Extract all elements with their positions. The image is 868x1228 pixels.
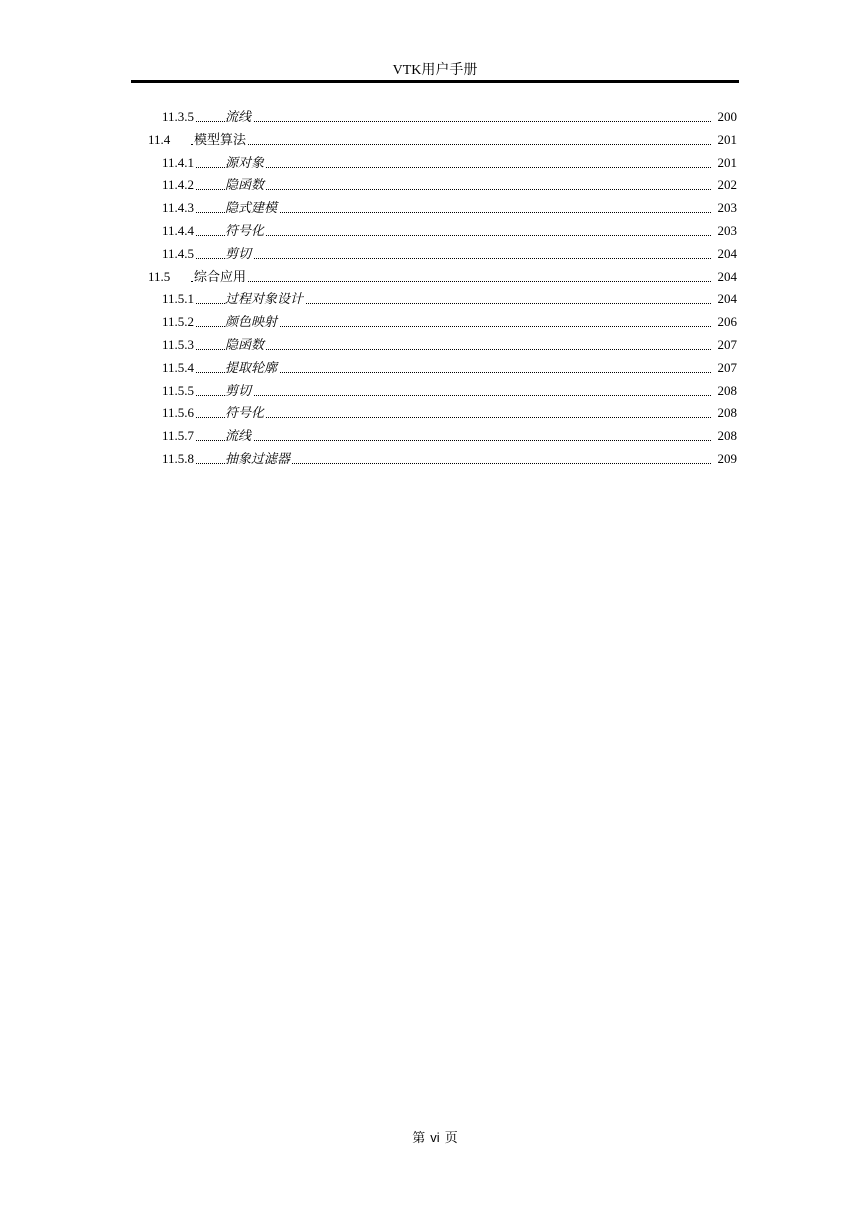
toc-entry-title: 抽象过滤器 [225, 448, 292, 471]
toc-entry[interactable] [131, 357, 737, 380]
toc-entry-number: 11.4.3 [162, 197, 196, 220]
page-footer [131, 1129, 739, 1147]
toc-entry[interactable] [131, 243, 737, 266]
footer-page-number: vi [430, 1130, 440, 1145]
toc-dot-leader [191, 121, 711, 122]
toc-entry[interactable] [131, 220, 737, 243]
toc-entry-page: 204 [717, 288, 738, 311]
toc-entry-page: 202 [717, 174, 738, 197]
toc-entry-number: 11.5.5 [162, 380, 196, 403]
toc-entry-page: 208 [717, 402, 738, 425]
toc-entry-title: 流线 [225, 425, 253, 448]
toc-dot-leader [191, 235, 711, 236]
toc-dot-leader [191, 258, 711, 259]
footer-suffix: 页 [444, 1130, 458, 1145]
toc-entry-number: 11.5.3 [162, 334, 196, 357]
toc-entry[interactable] [131, 174, 737, 197]
toc-entry-page: 207 [717, 357, 738, 380]
toc-entry-title: 符号化 [225, 402, 266, 425]
toc-entry-title: 源对象 [225, 152, 266, 175]
toc-entry-title: 流线 [225, 106, 253, 129]
toc-entry-number: 11.4.5 [162, 243, 196, 266]
toc-entry-page: 208 [717, 425, 738, 448]
toc-entry-number: 11.3.5 [162, 106, 196, 129]
toc-entry[interactable] [131, 311, 737, 334]
toc-entry[interactable] [131, 380, 737, 403]
toc-entry-title: 综合应用 [194, 266, 248, 289]
toc-entry-page: 201 [717, 152, 738, 175]
toc-entry-page: 207 [717, 334, 738, 357]
toc-entry-title: 隐式建模 [225, 197, 279, 220]
footer-prefix: 第 [412, 1130, 426, 1145]
toc-entry[interactable] [131, 152, 737, 175]
toc-entry[interactable] [131, 334, 737, 357]
toc-entry-number: 11.5.7 [162, 425, 196, 448]
toc-entry-page: 203 [717, 197, 738, 220]
toc-entry-title: 剪切 [225, 380, 253, 403]
toc-entry-number: 11.5.6 [162, 402, 196, 425]
toc-dot-leader [191, 440, 711, 441]
header-rule [131, 80, 739, 83]
toc-entry-title: 隐函数 [225, 174, 266, 197]
toc-entry-page: 201 [717, 129, 738, 152]
toc-entry-page: 209 [717, 448, 738, 471]
toc-entry[interactable] [131, 425, 737, 448]
toc-entry-number: 11.5.8 [162, 448, 196, 471]
toc-dot-leader [191, 281, 711, 282]
toc-entry-page: 208 [717, 380, 738, 403]
toc-entry-title: 提取轮廓 [225, 357, 279, 380]
toc-dot-leader [191, 167, 711, 168]
toc-entry-number: 11.5.2 [162, 311, 196, 334]
toc-entry-title: 过程对象设计 [225, 288, 305, 311]
toc-dot-leader [191, 144, 711, 145]
toc-entry-title: 模型算法 [194, 129, 248, 152]
toc-entry-page: 200 [717, 106, 738, 129]
toc-entry-number: 11.4 [148, 129, 172, 152]
toc-entry-page: 203 [717, 220, 738, 243]
toc-dot-leader [191, 349, 711, 350]
toc-entry-number: 11.5.4 [162, 357, 196, 380]
toc-entry-page: 206 [717, 311, 738, 334]
toc-entry-number: 11.4.4 [162, 220, 196, 243]
table-of-contents [131, 106, 737, 471]
toc-entry[interactable] [131, 288, 737, 311]
toc-entry-number: 11.5 [148, 266, 172, 289]
toc-entry-title: 剪切 [225, 243, 253, 266]
toc-entry-title: 颜色映射 [225, 311, 279, 334]
toc-entry-number: 11.4.2 [162, 174, 196, 197]
toc-dot-leader [191, 417, 711, 418]
toc-entry[interactable] [131, 448, 737, 471]
toc-entry[interactable] [131, 266, 737, 289]
toc-entry-page: 204 [717, 243, 738, 266]
toc-entry[interactable] [131, 129, 737, 152]
toc-entry-title: 隐函数 [225, 334, 266, 357]
toc-dot-leader [191, 395, 711, 396]
toc-entry-number: 11.4.1 [162, 152, 196, 175]
page-header: VTK用户手册 [392, 63, 478, 78]
toc-entry[interactable] [131, 106, 737, 129]
toc-entry-page: 204 [717, 266, 738, 289]
toc-entry-number: 11.5.1 [162, 288, 196, 311]
toc-entry-title: 符号化 [225, 220, 266, 243]
toc-dot-leader [191, 189, 711, 190]
toc-entry[interactable] [131, 402, 737, 425]
toc-entry[interactable] [131, 197, 737, 220]
